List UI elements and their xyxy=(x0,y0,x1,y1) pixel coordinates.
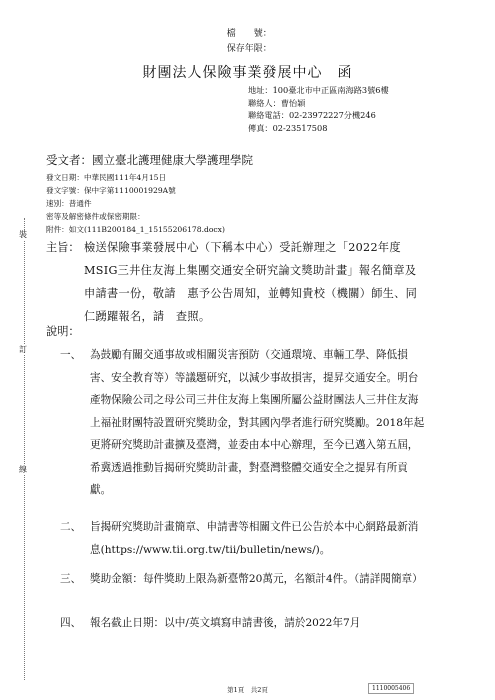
explanation-item-1-text: 為鼓勵有關交通事故或相關災害預防（交通環境、車輛工學、降低損害、安全教育等）等議題研究，以減少事故損害，提昇交通安全。明台產物保險公司之母公司三井住友海上集團所屬公益財團法人三井住友海上福祉財團特設置研究獎助金，對其國內學者進行研究獎勵。2018年起更將研究獎助計畫擴及臺灣，並委由本中心辦理，至今已邁入第五屆，希冀透過推動旨揭研究獎助計畫，對臺灣整體交通安全之提昇有所貢獻。 xyxy=(90,349,425,496)
retention-period-field xyxy=(212,31,272,54)
secrecy-level: 密等及解密條件或保密期限： xyxy=(46,212,145,221)
sender-contact: 聯絡人：曹怡穎 xyxy=(248,97,306,108)
explanation-item-4-text: 報名截止日期：以中/英文填寫申請書後，請於2022年7月 xyxy=(90,617,361,629)
document-code: 1110005406 xyxy=(368,683,414,694)
subject-label: 主旨： xyxy=(46,241,80,254)
sender-address: 地址：100臺北市中正區南海路3號6樓 xyxy=(248,85,389,95)
binding-mark-zhuang: 裝 xyxy=(19,230,27,239)
binding-mark-xian: 線 xyxy=(19,465,27,474)
sender-phone: 聯絡電話：02-23972227分機246 xyxy=(248,110,376,120)
recipient: 受文者：國立臺北護理健康大學護理學院 xyxy=(46,153,253,167)
sender-info xyxy=(248,84,389,134)
explanation-label: 說明： xyxy=(46,325,80,338)
issue-number: 發文字號：保中字第1110001929A號 xyxy=(46,186,176,195)
page-number: 第1頁 共2頁 xyxy=(227,686,268,694)
sender-fax: 傳真：02-23517508 xyxy=(248,122,328,133)
issue-date: 發文日期：中華民國111年4月15日 xyxy=(46,173,167,182)
explanation-item-3-text: 獎助金額：每件獎助上限為新臺幣20萬元，名額計4件。（請詳閱簡章） xyxy=(90,573,423,585)
subject-text: 檢送保險事業發展中心（下稱本中心）受託辦理之「2022年度MSIG三井住友海上集團交通安全研究論文獎助計畫」報名簡章及申請書一份，敬請 惠予公告周知，並轉知貴校（機關）師生、同仁踴躍報名，請 查照。 xyxy=(84,241,418,323)
retention-period-label: 保存年限： xyxy=(226,44,272,54)
delivery-speed: 速別：普通件 xyxy=(46,199,92,208)
item-number: 四、 xyxy=(60,617,82,629)
file-number-label: 檔 號： xyxy=(226,29,272,39)
attachment: 附件：如文(111B200184_1_15155206178.docx) xyxy=(46,225,225,234)
binding-line xyxy=(24,218,25,680)
explanation-item-2-text: 旨揭研究獎助計畫簡章、申請書等相關文件已公告於本中心網路最新消息(https://www.tii.org.tw/tii/bulletin/news/)。 xyxy=(90,521,419,556)
item-number: 一、 xyxy=(60,349,82,361)
item-number: 三、 xyxy=(60,573,82,585)
document-title: 財團法人保險事業發展中心 函 xyxy=(142,65,353,81)
binding-mark-ding: 訂 xyxy=(19,345,27,354)
item-number: 二、 xyxy=(60,521,82,533)
